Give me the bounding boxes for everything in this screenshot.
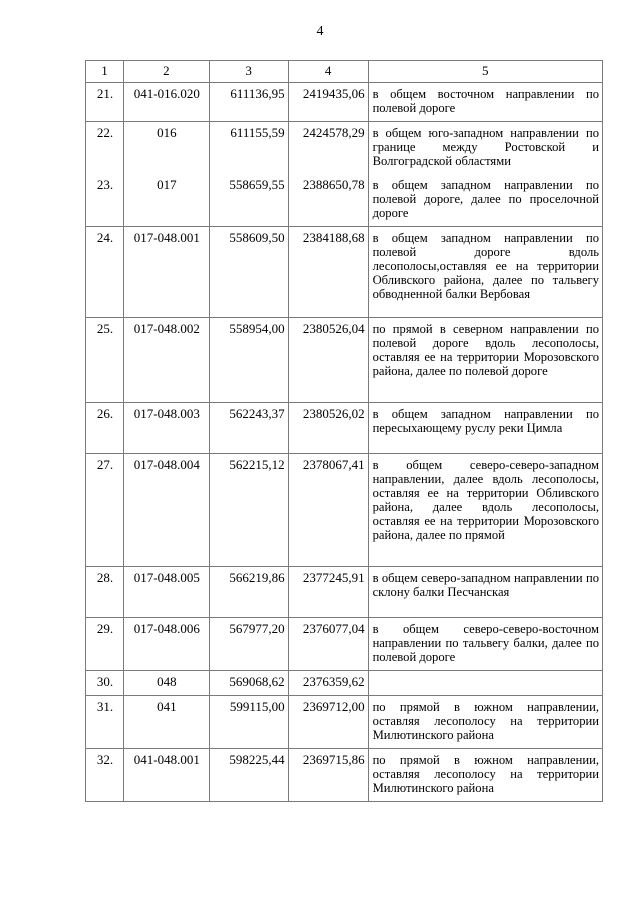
- coordinate-y: 2376359,62: [288, 671, 368, 696]
- row-number: 32.: [86, 749, 124, 802]
- table-row: [86, 454, 603, 567]
- coordinate-x: 558659,55: [209, 174, 288, 227]
- coordinate-y: 2388650,78: [288, 174, 368, 227]
- row-number: 24.: [86, 227, 124, 318]
- point-code: 041-048.001: [123, 749, 209, 802]
- coordinate-x: 599115,00: [209, 696, 288, 749]
- point-code: 041-016.020: [123, 83, 209, 122]
- column-header: 3: [209, 61, 288, 83]
- coordinate-y: 2369715,86: [288, 749, 368, 802]
- table-row: [86, 403, 603, 454]
- table-row: [86, 318, 603, 403]
- route-description: по прямой в южном направлении, оставляя лесополосу на территории Милютинского района: [368, 696, 602, 749]
- coordinate-x: 558954,00: [209, 318, 288, 403]
- column-header: 4: [288, 61, 368, 83]
- route-description: в общем северо-западном направлении по склону балки Песчанская: [368, 567, 602, 618]
- row-number: 28.: [86, 567, 124, 618]
- coordinate-x: 567977,20: [209, 618, 288, 671]
- table-row: [86, 671, 603, 696]
- route-description: по прямой в южном направлении, оставляя лесополосу на территории Милютинского района: [368, 749, 602, 802]
- row-number: 21.: [86, 83, 124, 122]
- row-number: 22.: [86, 122, 124, 175]
- table-row: [86, 696, 603, 749]
- route-description: в общем западном направлении по полевой дороге вдоль лесополосы,оставляя ее на территории Обливского района, далее по тальвегу обводненной балки Вербовая: [368, 227, 602, 318]
- coordinate-x: 566219,86: [209, 567, 288, 618]
- route-description: по прямой в северном направлении по полевой дороге вдоль лесополосы, оставляя ее на территории Морозовского района, далее по полевой дороге: [368, 318, 602, 403]
- point-code: 017-048.001: [123, 227, 209, 318]
- table-row: [86, 83, 603, 122]
- page-number: 4: [316, 24, 324, 39]
- point-code: 017-048.003: [123, 403, 209, 454]
- coordinate-y: 2377245,91: [288, 567, 368, 618]
- point-code: 016: [123, 122, 209, 175]
- route-description: в общем юго-западном направлении по границе между Ростовской и Волгоградской областями: [368, 122, 602, 175]
- column-header: 5: [368, 61, 602, 83]
- coordinate-x: 569068,62: [209, 671, 288, 696]
- point-code: 048: [123, 671, 209, 696]
- coordinate-x: 611136,95: [209, 83, 288, 122]
- point-code: 017-048.005: [123, 567, 209, 618]
- coordinate-y: 2419435,06: [288, 83, 368, 122]
- column-header: 1: [86, 61, 124, 83]
- column-header: 2: [123, 61, 209, 83]
- table-header-row: [86, 61, 603, 83]
- coordinate-y: 2378067,41: [288, 454, 368, 567]
- table-row: [86, 749, 603, 802]
- coordinate-y: 2376077,04: [288, 618, 368, 671]
- coordinate-x: 558609,50: [209, 227, 288, 318]
- coordinate-x: 562215,12: [209, 454, 288, 567]
- coordinate-y: 2380526,02: [288, 403, 368, 454]
- row-number: 26.: [86, 403, 124, 454]
- coordinate-y: 2380526,04: [288, 318, 368, 403]
- route-description: в общем западном направлении по полевой дороге, далее по проселочной дороге: [368, 174, 602, 227]
- row-number: 31.: [86, 696, 124, 749]
- route-description: в общем северо-северо-западном направлении, далее вдоль лесополосы, оставляя ее на территории Обливского района, далее вдоль лесополосы, оставляя ее на территории Морозовского района, далее по прямой: [368, 454, 602, 567]
- coordinate-x: 598225,44: [209, 749, 288, 802]
- coordinate-x: 562243,37: [209, 403, 288, 454]
- table-row: [86, 122, 603, 175]
- coordinate-y: 2384188,68: [288, 227, 368, 318]
- route-description: в общем восточном направлении по полевой дороге: [368, 83, 602, 122]
- row-number: 29.: [86, 618, 124, 671]
- coordinate-y: 2424578,29: [288, 122, 368, 175]
- row-number: 30.: [86, 671, 124, 696]
- point-code: 017-048.002: [123, 318, 209, 403]
- table-row: [86, 174, 603, 227]
- route-description: в общем западном направлении по пересыхающему руслу реки Цимла: [368, 403, 602, 454]
- point-code: 017-048.006: [123, 618, 209, 671]
- point-code: 017: [123, 174, 209, 227]
- row-number: 27.: [86, 454, 124, 567]
- route-description: в общем северо-северо-восточном направлении по тальвегу балки, далее по полевой дороге: [368, 618, 602, 671]
- table-row: [86, 567, 603, 618]
- coordinate-x: 611155,59: [209, 122, 288, 175]
- coordinate-y: 2369712,00: [288, 696, 368, 749]
- point-code: 017-048.004: [123, 454, 209, 567]
- row-number: 25.: [86, 318, 124, 403]
- point-code: 041: [123, 696, 209, 749]
- boundary-points-table: [85, 60, 603, 802]
- route-description: [368, 671, 602, 696]
- table-row: [86, 618, 603, 671]
- row-number: 23.: [86, 174, 124, 227]
- table-row: [86, 227, 603, 318]
